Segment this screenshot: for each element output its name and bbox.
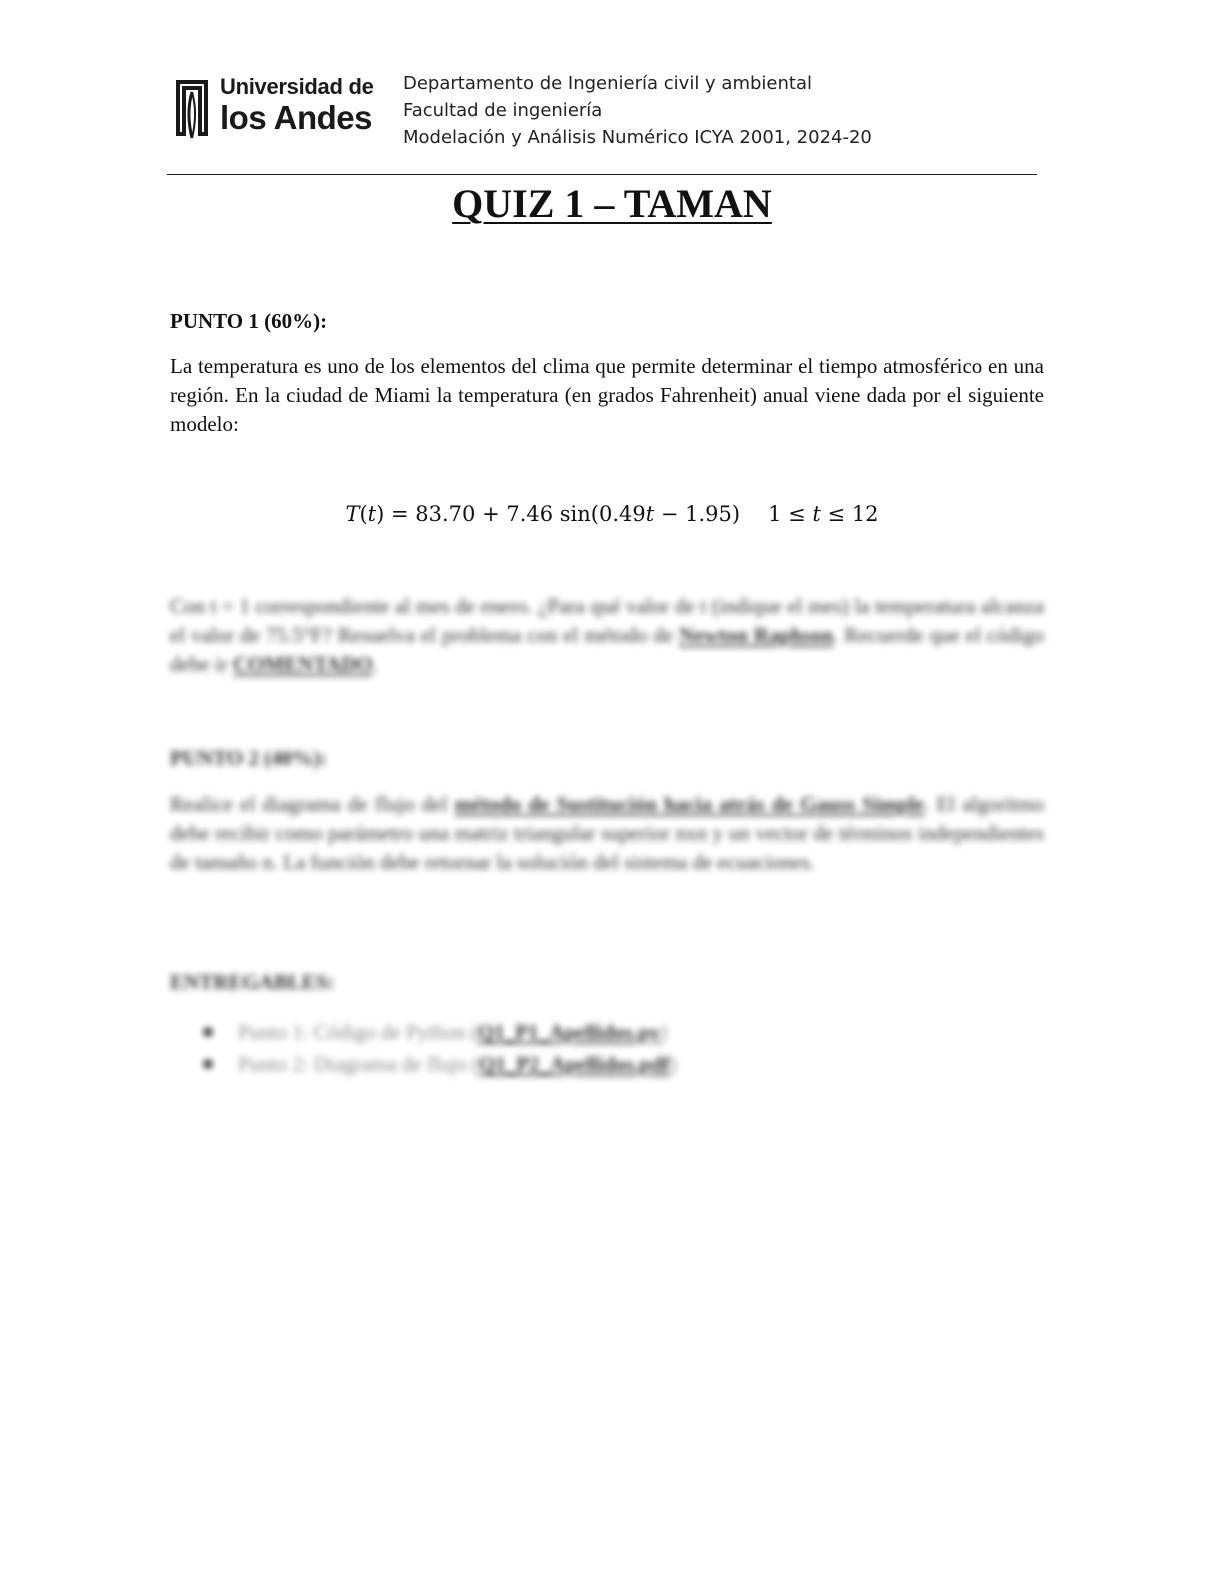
punto2-heading: PUNTO 2 (40%):: [170, 746, 328, 770]
equation-lhs-symbol: T: [345, 502, 360, 526]
punto1-method: Newton Raphson: [679, 623, 834, 647]
list-item: [200, 1016, 677, 1048]
logo-line-2: los Andes: [220, 99, 372, 136]
university-logo: [170, 76, 385, 142]
punto2-text: [170, 790, 1044, 877]
document-header: [170, 70, 1040, 150]
entregable-2-prefix: Punto 2: Diagrama de flujo (: [238, 1052, 479, 1076]
equation-domain-right: ≤ 12: [820, 502, 879, 526]
punto2-text-end: . El algoritmo debe recibir como parámetro una matriz triangular superior nxn y un vector de términos independientes de tamaño n. La función debe retornar la solución del sistema de ecuaciones.: [170, 792, 1044, 874]
equation-domain-left: 1 ≤: [768, 502, 813, 526]
punto2-text-start: Realice el diagrama de flujo del: [170, 792, 455, 816]
entregable-1-suffix: ): [660, 1020, 668, 1044]
equation-lhs-arg: t: [367, 502, 377, 526]
punto1-intro: La temperatura es uno de los elementos del clima que permite determinar el tiempo atmosférico en una región. En la ciudad de Miami la temperatura (en grados Fahrenheit) anual viene dada por el siguiente modelo:: [170, 354, 1044, 436]
faculty-name: Facultad de ingeniería: [403, 100, 603, 121]
equation-rhs-var: t: [645, 502, 655, 526]
entregable-2-file: Q1_P2_Apellidos.pdf: [478, 1052, 670, 1076]
punto1-code-note: COMENTADO: [232, 652, 373, 676]
university-logo-mark-icon: [170, 78, 214, 142]
header-info: [403, 70, 872, 151]
list-item: [200, 1048, 677, 1080]
logo-line-1: Universidad de: [220, 74, 374, 99]
entregables-heading: ENTREGABLES:: [170, 970, 335, 994]
entregable-2-suffix: ): [669, 1052, 677, 1076]
equation-rhs-part1: = 83.70 + 7.46 sin(0.49: [391, 502, 646, 526]
entregable-1-prefix: Punto 1: Código de Python (: [238, 1020, 478, 1044]
equation-domain-var: t: [812, 502, 821, 526]
department-name: Departamento de Ingeniería civil y ambiental: [403, 73, 812, 94]
entregables-list: [200, 1016, 677, 1080]
header-divider: [167, 174, 1037, 175]
punto2-method: método de Sustitución hacia atrás de Gauss Simple: [454, 792, 924, 816]
punto1-question-start: Con t = 1 correspondiente al mes de enero. ¿Para qué valor de t (indique el mes) la temperatura alcanza el valor de 75.5°F? Resuelva el problema con el método de: [170, 594, 1044, 647]
temperature-equation: T(t) = 83.70 + 7.46 sin(0.49t − 1.95) 1 ≤ t ≤ 12: [345, 502, 879, 526]
punto1-question-mid: . Recuerde que el código debe ir: [170, 623, 1045, 676]
punto1-heading: PUNTO 1 (60%):: [170, 309, 328, 333]
entregable-1-file: Q1_P1_Apellidos.py: [477, 1020, 661, 1044]
punto1-question-end: .: [372, 652, 378, 676]
equation-rhs-part2: − 1.95): [654, 502, 741, 526]
punto1-question: [170, 592, 1044, 679]
page-title: QUIZ 1 – TAMAN: [452, 181, 772, 226]
university-logo-text: [220, 76, 374, 134]
course-name: Modelación y Análisis Numérico ICYA 2001, 2024-20: [403, 127, 872, 148]
